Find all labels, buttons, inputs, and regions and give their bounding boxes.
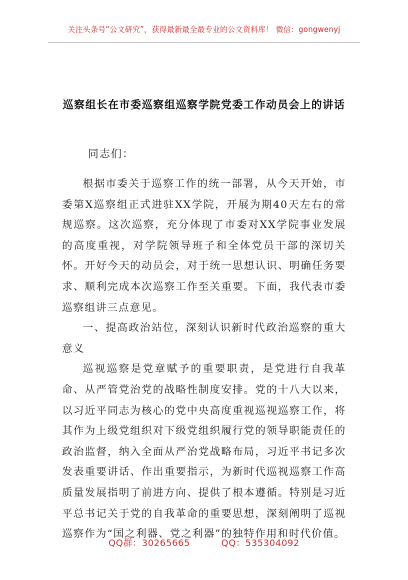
document-title: 巡察组长在市委巡察组巡察学院党委工作动员会上的讲话 (62, 99, 346, 111)
promo-header: 关注头条号“公文研究”，获得最新最全最专业的公文资料库！ 微信：gongwenyj (67, 25, 341, 34)
header-divider (48, 42, 360, 43)
salutation: 同志们： (88, 148, 134, 160)
body-paragraph: 根据市委关于巡察工作的统一部署，从今天开始，市委第X巡察组正式进驻XX学院，开展为期40天左右的常规巡察。这次巡察，充分体现了市委对XX学院事业发展的高度重视，对学院领导班子和全体党员干部的深切关怀。开好今天的动员会，对于统一思想认识、明确任务要求、顺利完成本次巡察工作至关重要。下面，我代表市委巡察组讲三点意见。 (62, 178, 346, 314)
section-heading: 一、提高政治站位，深刻认识新时代政治巡察的重大意义 (62, 322, 346, 355)
qq-number-text: QQ：535304092 (221, 539, 300, 549)
document-body (62, 174, 346, 545)
body-paragraph: 巡视巡察是党章赋予的重要职责，是党进行自我革命、从严管党治党的战略性制度安排。党的十八大以来，以习近平同志为核心的党中央高度重视巡视巡察工作，将其作为上级党组织对下级党组织履行党的领导职能责任的政治监督，纳入全面从严治党战略布局，习近平书记多次发表重要讲话、作出重要指示，为新时代巡视巡察工作高质量发展指明了前进方向、提供了根本遵循。特别是习近平总书记关于党的自我革命的重要思想，深刻阐明了巡视巡察作为“国之利器、党之利器”的独特作用和时代价值。 (62, 363, 346, 541)
contact-footer (0, 536, 408, 549)
qq-group-text: QQ群：30265665 (108, 539, 191, 549)
